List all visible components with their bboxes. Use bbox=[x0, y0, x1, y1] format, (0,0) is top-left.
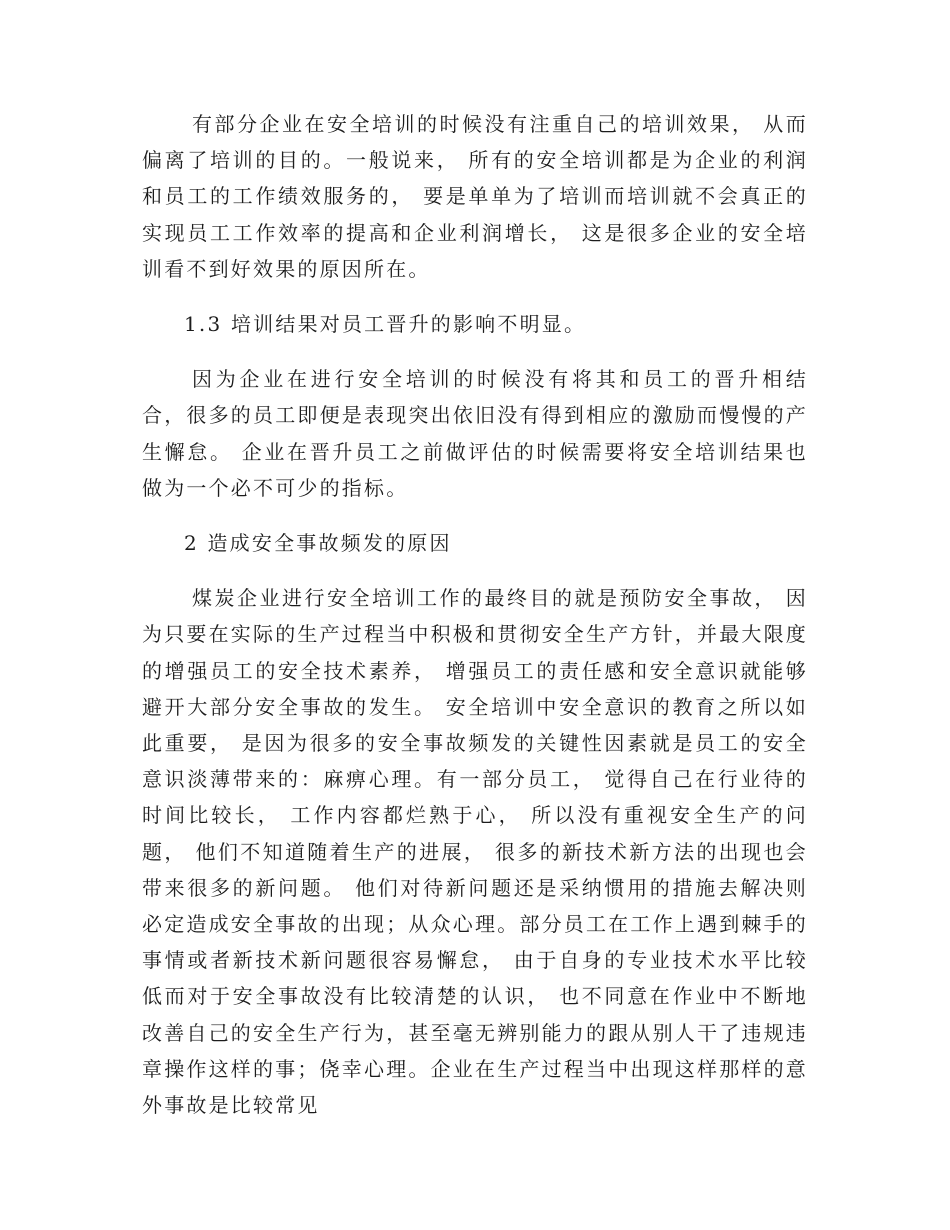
paragraph-training-effect: 有部分企业在安全培训的时候没有注重自己的培训效果， 从而偏离了培训的目的。一般说来， 所有的安全培训都是为企业的利润和员工的工作绩效服务的， 要是单单为了培训而培训就不会真正的实现员工工作效率的提高和企业利润增长， 这是很多企业的安全培训看不到好效果的原因所在。 bbox=[142, 112, 808, 281]
paragraph-accident-causes: 煤炭企业进行安全培训工作的最终目的就是预防安全事故， 因为只要在实际的生产过程当中积极和贯彻安全生产方针，并最大限度的增强员工的安全技术素养， 增强员工的责任感和安全意识就能够避开大部分安全事故的发生。 安全培训中安全意识的教育之所以如此重要， 是因为很多的安全事故频发的关键性因素就是员工的安全意识淡薄带来的：麻痹心理。有一部分员工， 觉得自己在行业待的时间比较长， 工作内容都烂熟于心， 所以没有重视安全生产的问题， 他们不知道随着生产的进展， 很多的新技术新方法的出现也会带来很多的新问题。 他们对待新问题还是采纳惯用的措施去解决则必定造成安全事故的出现；从众心理。部分员工在工作上遇到棘手的事情或者新技术新问题很容易懈怠， 由于自身的专业技术水平比较低而对于安全事故没有比较清楚的认识， 也不同意在作业中不断地改善自己的安全生产行为，甚至毫无辨别能力的跟从别人干了违规违章操作这样的事；侥幸心理。企业在生产过程当中出现这样那样的意外事故是比较常见 bbox=[142, 586, 808, 1118]
document-page bbox=[142, 106, 808, 1142]
paragraph-promotion: 因为企业在进行安全培训的时候没有将其和员工的晋升相结合，很多的员工即便是表现突出依旧没有得到相应的激励而慢慢的产生懈怠。 企业在晋升员工之前做评估的时候需要将安全培训结果也做为一个必不可少的指标。 bbox=[142, 367, 808, 500]
section-heading-1-3: 1.3 培训结果对员工晋升的影响不明显。 bbox=[184, 312, 587, 337]
section-heading-2: 2 造成安全事故频发的原因 bbox=[184, 531, 452, 556]
